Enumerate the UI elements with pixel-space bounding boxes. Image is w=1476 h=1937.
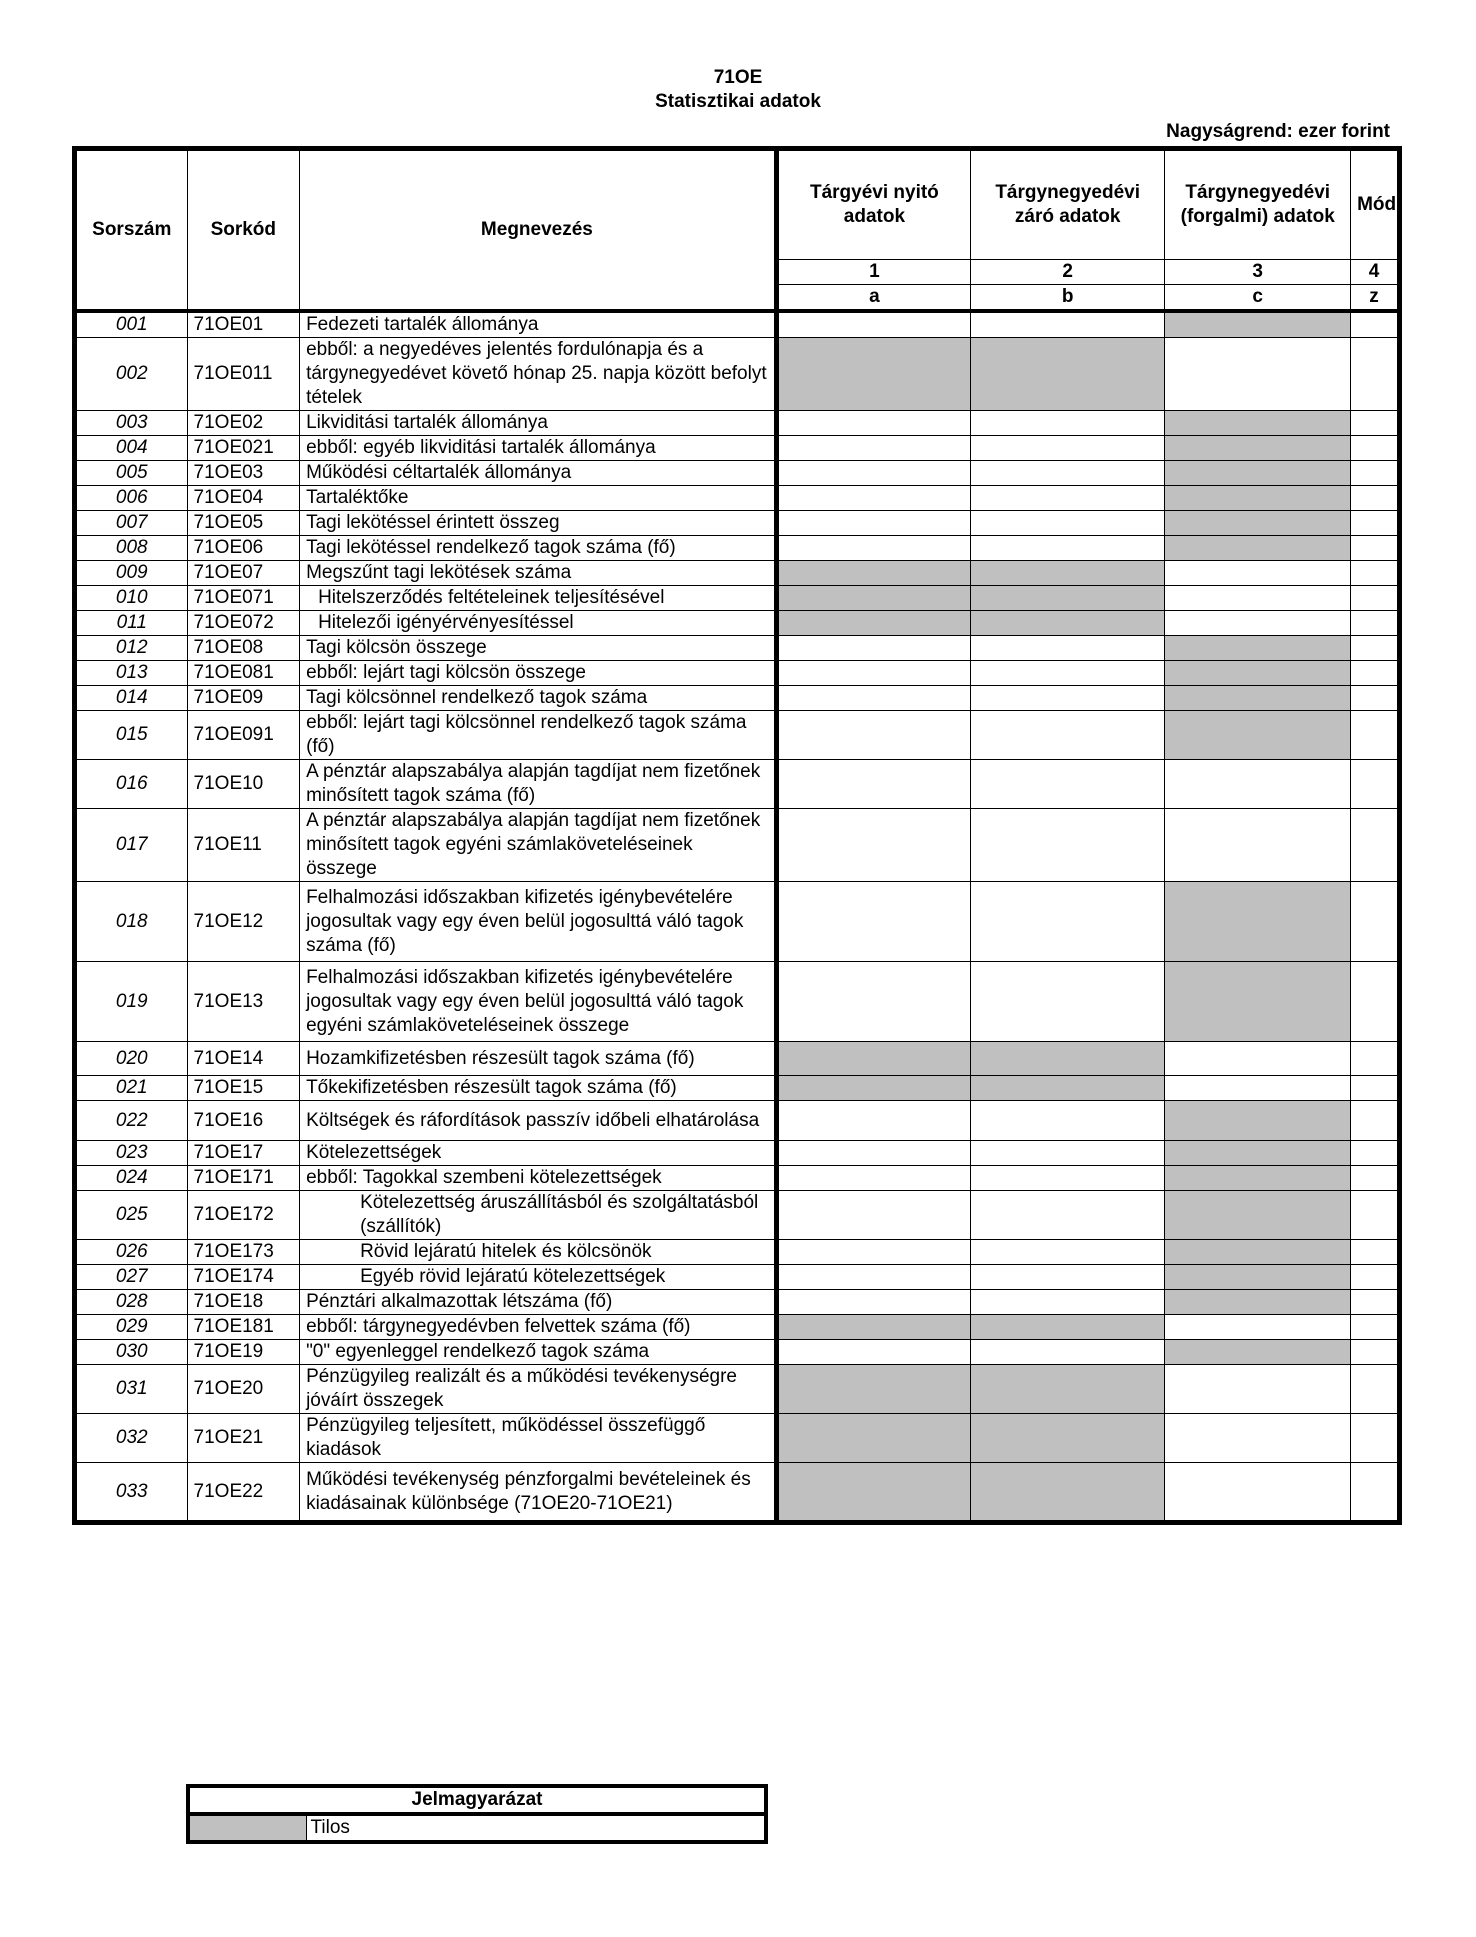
row-sorkod: 71OE091: [187, 711, 300, 760]
forbidden-cell-a: [776, 1414, 970, 1463]
input-cell-a[interactable]: [776, 1290, 970, 1315]
input-cell-b[interactable]: [971, 1101, 1165, 1141]
input-cell-z[interactable]: [1351, 511, 1400, 536]
input-cell-a[interactable]: [776, 962, 970, 1042]
forbidden-cell-c: [1165, 1265, 1351, 1290]
row-sorkod: 71OE18: [187, 1290, 300, 1315]
row-sorkod: 71OE06: [187, 536, 300, 561]
forbidden-cell-c: [1165, 1240, 1351, 1265]
row-sorszam: 013: [75, 661, 188, 686]
row-megnevezes: Megszűnt tagi lekötések száma: [300, 561, 777, 586]
table-row: [75, 486, 1400, 511]
input-cell-z[interactable]: [1351, 1365, 1400, 1414]
forbidden-cell-c: [1165, 436, 1351, 461]
input-cell-a[interactable]: [776, 536, 970, 561]
table-row: [75, 882, 1400, 962]
unit-note: Nagyságrend: ezer forint: [1166, 121, 1390, 142]
forbidden-cell-c: [1165, 686, 1351, 711]
row-sorkod: 71OE174: [187, 1265, 300, 1290]
row-sorszam: 029: [75, 1315, 188, 1340]
table-row: [75, 511, 1400, 536]
input-cell-z[interactable]: [1351, 636, 1400, 661]
row-sorkod: 71OE04: [187, 486, 300, 511]
input-cell-b[interactable]: [971, 686, 1165, 711]
row-sorkod: 71OE011: [187, 338, 300, 411]
table-row: [75, 1265, 1400, 1290]
input-cell-z[interactable]: [1351, 760, 1400, 809]
row-sorszam: 030: [75, 1340, 188, 1365]
input-cell-z[interactable]: [1351, 661, 1400, 686]
input-cell-b[interactable]: [971, 1290, 1165, 1315]
input-cell-b[interactable]: [971, 461, 1165, 486]
input-cell-b[interactable]: [971, 1166, 1165, 1191]
input-cell-a[interactable]: [776, 1166, 970, 1191]
table-row: [75, 760, 1400, 809]
row-sorkod: 71OE22: [187, 1463, 300, 1523]
input-cell-c[interactable]: [1165, 1463, 1351, 1523]
input-cell-c[interactable]: [1165, 760, 1351, 809]
row-sorkod: 71OE13: [187, 962, 300, 1042]
statistics-table: [72, 146, 1402, 1525]
table-row: [75, 1166, 1400, 1191]
row-sorszam: 011: [75, 611, 188, 636]
row-sorszam: 015: [75, 711, 188, 760]
row-megnevezes: Működési céltartalék állománya: [300, 461, 777, 486]
input-cell-z[interactable]: [1351, 1463, 1400, 1523]
row-sorszam: 007: [75, 511, 188, 536]
forbidden-cell-a: [776, 338, 970, 411]
table-row: [75, 1365, 1400, 1414]
input-cell-b[interactable]: [971, 1191, 1165, 1240]
row-sorszam: 012: [75, 636, 188, 661]
row-sorszam: 020: [75, 1042, 188, 1076]
table-body: [75, 311, 1400, 1523]
row-sorkod: 71OE11: [187, 809, 300, 882]
input-cell-z[interactable]: [1351, 686, 1400, 711]
row-sorszam: 008: [75, 536, 188, 561]
header-col-b: Tárgynegyedévi záró adatok: [971, 149, 1165, 260]
row-sorszam: 026: [75, 1240, 188, 1265]
forbidden-cell-a: [776, 586, 970, 611]
forbidden-cell-c: [1165, 486, 1351, 511]
legend-title: Jelmagyarázat: [188, 1786, 766, 1814]
row-sorkod: 71OE09: [187, 686, 300, 711]
table-row: [75, 636, 1400, 661]
input-cell-z[interactable]: [1351, 461, 1400, 486]
header-col-d: Mód: [1351, 149, 1400, 260]
row-sorszam: 001: [75, 311, 188, 338]
row-sorszam: 006: [75, 486, 188, 511]
row-sorkod: 71OE03: [187, 461, 300, 486]
header-number-2: 2: [971, 260, 1165, 285]
row-sorszam: 028: [75, 1290, 188, 1315]
table-row: [75, 661, 1400, 686]
header-number-4: 4: [1351, 260, 1400, 285]
input-cell-b[interactable]: [971, 411, 1165, 436]
input-cell-z[interactable]: [1351, 1265, 1400, 1290]
row-megnevezes: Tőkekifizetésben részesült tagok száma (fő): [300, 1076, 777, 1101]
row-sorkod: 71OE05: [187, 511, 300, 536]
row-megnevezes: Hozamkifizetésben részesült tagok száma (fő): [300, 1042, 777, 1076]
table-row: [75, 711, 1400, 760]
row-sorszam: 014: [75, 686, 188, 711]
header-letter-z: z: [1351, 285, 1400, 312]
table-row: [75, 686, 1400, 711]
table-row: [75, 1414, 1400, 1463]
table-row: [75, 1240, 1400, 1265]
input-cell-a[interactable]: [776, 1265, 970, 1290]
input-cell-c[interactable]: [1165, 1076, 1351, 1101]
input-cell-z[interactable]: [1351, 1315, 1400, 1340]
row-sorszam: 010: [75, 586, 188, 611]
row-sorkod: 71OE16: [187, 1101, 300, 1141]
row-sorkod: 71OE181: [187, 1315, 300, 1340]
input-cell-z[interactable]: [1351, 1240, 1400, 1265]
forbidden-cell-c: [1165, 882, 1351, 962]
row-sorkod: 71OE07: [187, 561, 300, 586]
input-cell-b[interactable]: [971, 311, 1165, 338]
input-cell-z[interactable]: [1351, 1166, 1400, 1191]
header-col-c: Tárgynegyedévi (forgalmi) adatok: [1165, 149, 1351, 260]
row-sorszam: 031: [75, 1365, 188, 1414]
row-sorkod: 71OE12: [187, 882, 300, 962]
input-cell-b[interactable]: [971, 711, 1165, 760]
table-row: [75, 561, 1400, 586]
forbidden-cell-a: [776, 1463, 970, 1523]
row-megnevezes: ebből: lejárt tagi kölcsön összege: [300, 661, 777, 686]
input-cell-c[interactable]: [1165, 611, 1351, 636]
row-megnevezes: Tagi kölcsönnel rendelkező tagok száma: [300, 686, 777, 711]
table-row: [75, 962, 1400, 1042]
row-megnevezes: Költségek és ráfordítások passzív időbeli elhatárolása: [300, 1101, 777, 1141]
table-row: [75, 611, 1400, 636]
row-megnevezes: A pénztár alapszabálya alapján tagdíjat nem fizetőnek minősített tagok egyéni számlaköveteléseinek összege: [300, 809, 777, 882]
input-cell-c[interactable]: [1165, 1414, 1351, 1463]
forbidden-cell-c: [1165, 1101, 1351, 1141]
row-sorszam: 023: [75, 1141, 188, 1166]
row-sorkod: 71OE02: [187, 411, 300, 436]
forbidden-cell-a: [776, 611, 970, 636]
table-row: [75, 1463, 1400, 1523]
forbidden-cell-c: [1165, 1191, 1351, 1240]
input-cell-a[interactable]: [776, 511, 970, 536]
forbidden-cell-b: [971, 611, 1165, 636]
row-megnevezes: Felhalmozási időszakban kifizetés igénybevételére jogosultak vagy egy éven belül jogosulttá váló tagok száma (fő): [300, 882, 777, 962]
table-row: [75, 461, 1400, 486]
row-megnevezes: Egyéb rövid lejáratú kötelezettségek: [300, 1265, 777, 1290]
row-sorkod: 71OE08: [187, 636, 300, 661]
row-megnevezes: Működési tevékenység pénzforgalmi bevételeinek és kiadásainak különbsége (71OE20-71OE21): [300, 1463, 777, 1523]
forbidden-cell-b: [971, 1365, 1165, 1414]
input-cell-z[interactable]: [1351, 1141, 1400, 1166]
row-sorkod: 71OE19: [187, 1340, 300, 1365]
header-sorszam: Sorszám: [75, 149, 188, 312]
input-cell-a[interactable]: [776, 311, 970, 338]
row-sorszam: 009: [75, 561, 188, 586]
row-sorszam: 003: [75, 411, 188, 436]
row-sorszam: 019: [75, 962, 188, 1042]
forbidden-cell-b: [971, 1042, 1165, 1076]
row-sorkod: 71OE172: [187, 1191, 300, 1240]
input-cell-c[interactable]: [1165, 561, 1351, 586]
input-cell-z[interactable]: [1351, 711, 1400, 760]
legend-swatch-tilos: [188, 1814, 306, 1842]
input-cell-z[interactable]: [1351, 809, 1400, 882]
forbidden-cell-c: [1165, 461, 1351, 486]
forbidden-cell-a: [776, 1315, 970, 1340]
row-megnevezes: Pénzügyileg teljesített, működéssel összefüggő kiadások: [300, 1414, 777, 1463]
input-cell-b[interactable]: [971, 809, 1165, 882]
row-megnevezes: ebből: lejárt tagi kölcsönnel rendelkező tagok száma (fő): [300, 711, 777, 760]
form-title: Statisztikai adatok: [655, 91, 821, 112]
forbidden-cell-a: [776, 1042, 970, 1076]
row-megnevezes: ebből: egyéb likviditási tartalék állománya: [300, 436, 777, 461]
legend-label-tilos: Tilos: [306, 1814, 766, 1842]
row-sorkod: 71OE21: [187, 1414, 300, 1463]
row-sorszam: 025: [75, 1191, 188, 1240]
input-cell-a[interactable]: [776, 809, 970, 882]
input-cell-a[interactable]: [776, 1141, 970, 1166]
forbidden-cell-c: [1165, 711, 1351, 760]
table-row: [75, 1042, 1400, 1076]
input-cell-c[interactable]: [1165, 809, 1351, 882]
forbidden-cell-c: [1165, 1166, 1351, 1191]
input-cell-a[interactable]: [776, 882, 970, 962]
input-cell-z[interactable]: [1351, 338, 1400, 411]
table-row: [75, 1101, 1400, 1141]
row-sorszam: 017: [75, 809, 188, 882]
row-sorszam: 005: [75, 461, 188, 486]
input-cell-z[interactable]: [1351, 611, 1400, 636]
input-cell-c[interactable]: [1165, 1315, 1351, 1340]
input-cell-a[interactable]: [776, 411, 970, 436]
row-sorszam: 027: [75, 1265, 188, 1290]
input-cell-z[interactable]: [1351, 882, 1400, 962]
input-cell-b[interactable]: [971, 536, 1165, 561]
input-cell-z[interactable]: [1351, 1076, 1400, 1101]
forbidden-cell-b: [971, 561, 1165, 586]
header-letter-c: c: [1165, 285, 1351, 312]
header-letter-b: b: [971, 285, 1165, 312]
input-cell-a[interactable]: [776, 1340, 970, 1365]
input-cell-b[interactable]: [971, 962, 1165, 1042]
table-row: [75, 1340, 1400, 1365]
row-megnevezes: Pénzügyileg realizált és a működési tevékenységre jóváírt összegek: [300, 1365, 777, 1414]
row-sorkod: 71OE171: [187, 1166, 300, 1191]
input-cell-b[interactable]: [971, 1340, 1165, 1365]
header-col-a: Tárgyévi nyitó adatok: [776, 149, 970, 260]
row-megnevezes: Tartaléktőke: [300, 486, 777, 511]
table-row: [75, 586, 1400, 611]
input-cell-z[interactable]: [1351, 1191, 1400, 1240]
table-row: [75, 1076, 1400, 1101]
row-sorszam: 018: [75, 882, 188, 962]
header-number-1: 1: [776, 260, 970, 285]
input-cell-b[interactable]: [971, 882, 1165, 962]
header-megnevezes: Megnevezés: [300, 149, 777, 312]
input-cell-z[interactable]: [1351, 586, 1400, 611]
forbidden-cell-c: [1165, 661, 1351, 686]
table-row: [75, 1191, 1400, 1240]
input-cell-c[interactable]: [1165, 1042, 1351, 1076]
forbidden-cell-c: [1165, 962, 1351, 1042]
input-cell-z[interactable]: [1351, 1414, 1400, 1463]
input-cell-c[interactable]: [1165, 338, 1351, 411]
row-megnevezes: Tagi lekötéssel érintett összeg: [300, 511, 777, 536]
row-megnevezes: Fedezeti tartalék állománya: [300, 311, 777, 338]
row-sorkod: 71OE072: [187, 611, 300, 636]
input-cell-z[interactable]: [1351, 1042, 1400, 1076]
forbidden-cell-c: [1165, 636, 1351, 661]
forbidden-cell-c: [1165, 536, 1351, 561]
input-cell-z[interactable]: [1351, 311, 1400, 338]
form-title-block: [0, 66, 1476, 114]
table-row: [75, 311, 1400, 338]
table-row: [75, 1290, 1400, 1315]
row-sorkod: 71OE10: [187, 760, 300, 809]
row-sorkod: 71OE01: [187, 311, 300, 338]
input-cell-c[interactable]: [1165, 586, 1351, 611]
row-sorkod: 71OE021: [187, 436, 300, 461]
row-megnevezes: Felhalmozási időszakban kifizetés igénybevételére jogosultak vagy egy éven belül jogosulttá váló tagok egyéni számlaköveteléseinek összege: [300, 962, 777, 1042]
row-megnevezes: Rövid lejáratú hitelek és kölcsönök: [300, 1240, 777, 1265]
forbidden-cell-b: [971, 338, 1165, 411]
input-cell-z[interactable]: [1351, 436, 1400, 461]
row-sorszam: 004: [75, 436, 188, 461]
row-megnevezes: Likviditási tartalék állománya: [300, 411, 777, 436]
header-number-3: 3: [1165, 260, 1351, 285]
input-cell-b[interactable]: [971, 436, 1165, 461]
input-cell-a[interactable]: [776, 461, 970, 486]
table-row: [75, 338, 1400, 411]
table-row: [75, 411, 1400, 436]
row-sorszam: 024: [75, 1166, 188, 1191]
row-sorkod: 71OE15: [187, 1076, 300, 1101]
forbidden-cell-c: [1165, 1141, 1351, 1166]
row-megnevezes: A pénztár alapszabálya alapján tagdíjat nem fizetőnek minősített tagok száma (fő): [300, 760, 777, 809]
row-sorkod: 71OE20: [187, 1365, 300, 1414]
input-cell-z[interactable]: [1351, 536, 1400, 561]
input-cell-a[interactable]: [776, 1240, 970, 1265]
table-row: [75, 536, 1400, 561]
input-cell-a[interactable]: [776, 1101, 970, 1141]
input-cell-z[interactable]: [1351, 411, 1400, 436]
input-cell-a[interactable]: [776, 636, 970, 661]
input-cell-a[interactable]: [776, 661, 970, 686]
forbidden-cell-a: [776, 561, 970, 586]
table-row: [75, 1315, 1400, 1340]
input-cell-b[interactable]: [971, 636, 1165, 661]
input-cell-b[interactable]: [971, 1141, 1165, 1166]
input-cell-a[interactable]: [776, 760, 970, 809]
input-cell-a[interactable]: [776, 686, 970, 711]
forbidden-cell-c: [1165, 1340, 1351, 1365]
forbidden-cell-b: [971, 1414, 1165, 1463]
row-megnevezes: Tagi lekötéssel rendelkező tagok száma (fő): [300, 536, 777, 561]
row-sorkod: 71OE14: [187, 1042, 300, 1076]
input-cell-z[interactable]: [1351, 962, 1400, 1042]
row-megnevezes: Pénztári alkalmazottak létszáma (fő): [300, 1290, 777, 1315]
row-megnevezes: Kötelezettségek: [300, 1141, 777, 1166]
input-cell-a[interactable]: [776, 436, 970, 461]
row-sorszam: 032: [75, 1414, 188, 1463]
header-sorkod: Sorkód: [187, 149, 300, 312]
input-cell-z[interactable]: [1351, 1101, 1400, 1141]
row-sorkod: 71OE071: [187, 586, 300, 611]
forbidden-cell-c: [1165, 511, 1351, 536]
forbidden-cell-b: [971, 586, 1165, 611]
row-sorszam: 002: [75, 338, 188, 411]
table-row: [75, 436, 1400, 461]
forbidden-cell-c: [1165, 1290, 1351, 1315]
table-row: [75, 809, 1400, 882]
input-cell-b[interactable]: [971, 486, 1165, 511]
row-megnevezes: Kötelezettség áruszállításból és szolgáltatásból (szállítók): [300, 1191, 777, 1240]
row-megnevezes: Hitelezői igényérvényesítéssel: [300, 611, 777, 636]
row-sorszam: 033: [75, 1463, 188, 1523]
forbidden-cell-b: [971, 1076, 1165, 1101]
input-cell-z[interactable]: [1351, 1340, 1400, 1365]
row-sorszam: 016: [75, 760, 188, 809]
legend-table: [186, 1784, 768, 1844]
forbidden-cell-b: [971, 1463, 1165, 1523]
input-cell-z[interactable]: [1351, 486, 1400, 511]
header-letter-a: a: [776, 285, 970, 312]
table-row: [75, 1141, 1400, 1166]
input-cell-b[interactable]: [971, 760, 1165, 809]
row-sorszam: 022: [75, 1101, 188, 1141]
row-sorkod: 71OE17: [187, 1141, 300, 1166]
row-megnevezes: Tagi kölcsön összege: [300, 636, 777, 661]
forbidden-cell-c: [1165, 411, 1351, 436]
forbidden-cell-a: [776, 1365, 970, 1414]
row-megnevezes: ebből: Tagokkal szembeni kötelezettségek: [300, 1166, 777, 1191]
row-sorkod: 71OE081: [187, 661, 300, 686]
row-megnevezes: "0" egyenleggel rendelkező tagok száma: [300, 1340, 777, 1365]
input-cell-z[interactable]: [1351, 561, 1400, 586]
row-megnevezes: ebből: a negyedéves jelentés fordulónapja és a tárgynegyedévet követő hónap 25. napja között befolyt tételek: [300, 338, 777, 411]
forbidden-cell-b: [971, 1315, 1165, 1340]
input-cell-a[interactable]: [776, 711, 970, 760]
input-cell-b[interactable]: [971, 511, 1165, 536]
row-megnevezes: Hitelszerződés feltételeinek teljesítésével: [300, 586, 777, 611]
input-cell-b[interactable]: [971, 661, 1165, 686]
forbidden-cell-c: [1165, 311, 1351, 338]
form-code: 71OE: [713, 67, 763, 88]
input-cell-c[interactable]: [1165, 1365, 1351, 1414]
row-megnevezes: ebből: tárgynegyedévben felvettek száma (fő): [300, 1315, 777, 1340]
input-cell-b[interactable]: [971, 1240, 1165, 1265]
input-cell-z[interactable]: [1351, 1290, 1400, 1315]
row-sorszam: 021: [75, 1076, 188, 1101]
row-sorkod: 71OE173: [187, 1240, 300, 1265]
forbidden-cell-a: [776, 1076, 970, 1101]
input-cell-a[interactable]: [776, 1191, 970, 1240]
input-cell-b[interactable]: [971, 1265, 1165, 1290]
input-cell-a[interactable]: [776, 486, 970, 511]
